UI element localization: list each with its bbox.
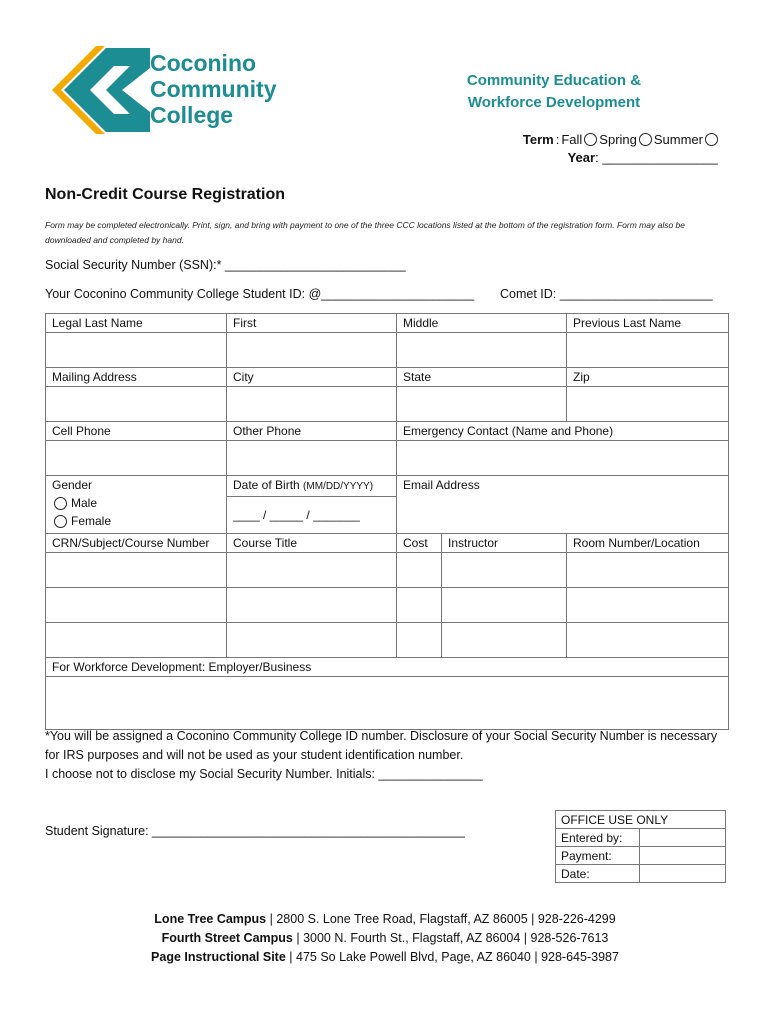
office-use-table xyxy=(555,810,726,883)
first-name-label: First xyxy=(227,314,397,333)
term-selector: Term : Fall Spring Summer xyxy=(523,132,718,147)
workforce-input[interactable] xyxy=(46,677,729,730)
cost-input[interactable] xyxy=(397,588,442,623)
footer-line-1 xyxy=(0,910,770,929)
emergency-contact-input[interactable] xyxy=(397,441,729,476)
campus-detail: | 2800 S. Lone Tree Road, Flagstaff, AZ 86005 | 928-226-4299 xyxy=(266,912,616,926)
registration-table xyxy=(45,313,729,730)
campus-detail: | 475 So Lake Powell Blvd, Page, AZ 86040 | 928-645-3987 xyxy=(285,950,619,964)
instructor-input[interactable] xyxy=(442,553,567,588)
table-row xyxy=(46,623,729,658)
instructor-input[interactable] xyxy=(442,588,567,623)
term-spring-radio[interactable] xyxy=(639,133,652,146)
form-title: Non-Credit Course Registration xyxy=(45,186,286,203)
course-title-label: Course Title xyxy=(227,534,397,553)
workforce-label: For Workforce Development: Employer/Business xyxy=(46,658,729,677)
course-title-input[interactable] xyxy=(227,553,397,588)
initials-field[interactable]: I choose not to disclose my Social Security Number. Initials: _______________ xyxy=(45,767,483,781)
logo-line-3: College xyxy=(150,102,234,128)
room-input[interactable] xyxy=(567,623,729,658)
emergency-contact-label: Emergency Contact (Name and Phone) xyxy=(397,422,729,441)
table-row xyxy=(556,865,726,883)
middle-name-label: Middle xyxy=(397,314,567,333)
zip-input[interactable] xyxy=(567,387,729,422)
cell-phone-input[interactable] xyxy=(46,441,227,476)
term-fall-label: Fall xyxy=(561,132,583,147)
gender-male-label: Male xyxy=(71,496,98,510)
city-input[interactable] xyxy=(227,387,397,422)
gender-label: Gender xyxy=(52,478,93,492)
cost-input[interactable] xyxy=(397,623,442,658)
term-summer-radio[interactable] xyxy=(705,133,718,146)
student-id-field[interactable]: Your Coconino Community College Student ID: @______________________ xyxy=(45,287,475,301)
table-row xyxy=(46,441,729,476)
course-title-input[interactable] xyxy=(227,588,397,623)
dob-label-cell xyxy=(227,476,397,497)
payment-label: Payment: xyxy=(556,847,640,865)
ssn-field[interactable]: Social Security Number (SSN):* __________________________ xyxy=(45,258,406,272)
cost-input[interactable] xyxy=(397,553,442,588)
logo-wordmark xyxy=(150,50,277,128)
term-summer-label: Summer xyxy=(653,132,703,147)
year-field[interactable]: Year: ________________ xyxy=(567,150,718,165)
table-row xyxy=(46,534,729,553)
state-label: State xyxy=(397,368,567,387)
table-row xyxy=(46,553,729,588)
note-line-1: *You will be assigned a Coconino Community College ID number. Disclosure of your Social Security Number is necessary xyxy=(45,729,718,743)
campus-name: Lone Tree Campus xyxy=(154,912,267,926)
mailing-address-label: Mailing Address xyxy=(46,368,227,387)
previous-last-name-label: Previous Last Name xyxy=(567,314,729,333)
crn-label: CRN/Subject/Course Number xyxy=(46,534,227,553)
term-spring-label: Spring xyxy=(599,132,637,147)
dob-input[interactable]: ____ / _____ / _______ xyxy=(227,497,397,534)
ssn-disclosure-note xyxy=(45,727,735,784)
table-row xyxy=(46,333,729,368)
table-row xyxy=(556,829,726,847)
first-name-input[interactable] xyxy=(227,333,397,368)
logo-line-2: Community xyxy=(150,76,277,102)
legal-last-name-input[interactable] xyxy=(46,333,227,368)
term-label: Term xyxy=(522,132,554,147)
year-blank[interactable]: ________________ xyxy=(602,150,718,165)
dob-format: (MM/DD/YYYY) xyxy=(303,481,374,492)
table-row xyxy=(46,677,729,730)
date-value xyxy=(640,865,726,883)
student-signature-field[interactable]: Student Signature: _____________________________________________ xyxy=(45,824,465,838)
city-label: City xyxy=(227,368,397,387)
payment-value xyxy=(640,847,726,865)
note-line-2: for IRS purposes and will not be used as your student identification number. xyxy=(45,748,464,762)
entered-by-label: Entered by: xyxy=(556,829,640,847)
state-input[interactable] xyxy=(397,387,567,422)
gender-female-radio[interactable] xyxy=(54,515,67,528)
logo-line-1: Coconino xyxy=(150,50,257,76)
year-label: Year xyxy=(567,150,596,165)
other-phone-label: Other Phone xyxy=(227,422,397,441)
footer-line-2 xyxy=(0,929,770,948)
table-row xyxy=(46,387,729,422)
campus-detail: | 3000 N. Fourth St., Flagstaff, AZ 86004 | 928-526-7613 xyxy=(292,931,609,945)
table-row xyxy=(556,847,726,865)
term-fall-radio[interactable] xyxy=(584,133,597,146)
zip-label: Zip xyxy=(567,368,729,387)
mailing-address-input[interactable] xyxy=(46,387,227,422)
table-row xyxy=(46,588,729,623)
gender-male-radio[interactable] xyxy=(54,497,67,510)
cell-phone-label: Cell Phone xyxy=(46,422,227,441)
campus-name: Fourth Street Campus xyxy=(161,931,293,945)
table-row xyxy=(46,658,729,677)
comet-id-field[interactable]: Comet ID: ______________________ xyxy=(500,287,713,301)
instructor-label: Instructor xyxy=(442,534,567,553)
gender-cell xyxy=(46,476,227,534)
room-input[interactable] xyxy=(567,553,729,588)
crn-input[interactable] xyxy=(46,553,227,588)
crn-input[interactable] xyxy=(46,588,227,623)
crn-input[interactable] xyxy=(46,623,227,658)
table-row xyxy=(46,476,729,497)
table-row xyxy=(46,314,729,333)
instructor-input[interactable] xyxy=(442,623,567,658)
room-input[interactable] xyxy=(567,588,729,623)
email-label: Email Address xyxy=(403,478,480,492)
dob-label: Date of Birth xyxy=(233,478,300,492)
office-use-title: OFFICE USE ONLY xyxy=(556,811,726,829)
footer-line-3 xyxy=(0,948,770,967)
other-phone-input[interactable] xyxy=(227,441,397,476)
previous-last-name-input[interactable] xyxy=(567,333,729,368)
department-title xyxy=(430,70,678,114)
campus-footer xyxy=(0,910,770,967)
table-row xyxy=(556,811,726,829)
entered-by-value xyxy=(640,829,726,847)
table-row xyxy=(46,368,729,387)
legal-last-name-label: Legal Last Name xyxy=(46,314,227,333)
gender-female-label: Female xyxy=(71,514,112,528)
course-title-input[interactable] xyxy=(227,623,397,658)
date-label: Date: xyxy=(556,865,640,883)
form-instructions: Form may be completed electronically. Print, sign, and bring with payment to one of the three CCC locations listed at the bottom of the registration form. Form may also be downloaded and completed by hand. xyxy=(45,220,685,245)
room-label: Room Number/Location xyxy=(567,534,729,553)
logo-chevron-icon xyxy=(50,40,160,140)
department-line-1: Community Education & xyxy=(466,72,642,89)
email-cell[interactable] xyxy=(397,476,729,534)
department-line-2: Workforce Development xyxy=(467,94,641,111)
campus-name: Page Instructional Site xyxy=(151,950,286,964)
cost-label: Cost xyxy=(397,534,442,553)
table-row xyxy=(46,422,729,441)
middle-name-input[interactable] xyxy=(397,333,567,368)
